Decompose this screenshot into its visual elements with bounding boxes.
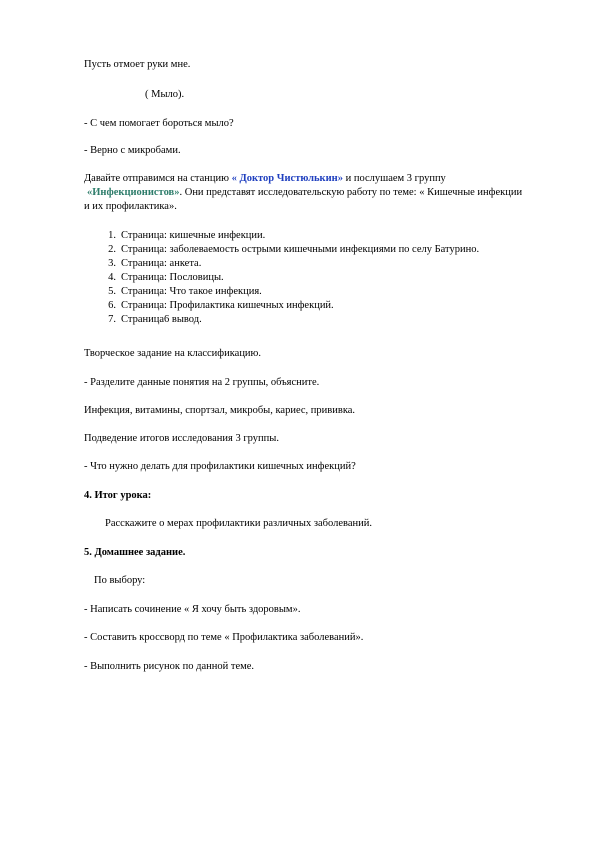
text-line: Пусть отмоет руки мне. (84, 59, 191, 70)
text-line: Расскажите о мерах профилактики различных заболеваний. (105, 518, 372, 529)
list-number: 2. (108, 244, 116, 255)
text-line: - Верно с микробами. (84, 145, 181, 156)
list-text: Страница6 вывод. (121, 314, 202, 325)
text-line: - Написать сочинение « Я хочу быть здоровым». (84, 604, 301, 615)
text-line: - Выполнить рисунок по данной теме. (84, 661, 255, 672)
list-text: Страница: заболеваемость острыми кишечными инфекциями по селу Батурино. (121, 244, 480, 255)
text-line: - Разделите данные понятия на 2 группы, объясните. (84, 377, 320, 388)
paragraph-text: и послушаем 3 группу (342, 173, 446, 184)
list-text: Страница: анкета. (121, 258, 202, 269)
list-number: 1. (108, 230, 116, 241)
list-number: 3. (108, 258, 116, 269)
list-text: Страница: Пословицы. (121, 272, 224, 283)
text-line: - Что нужно делать для профилактики кишечных инфекций? (84, 461, 356, 472)
paragraph-text: . Они представят исследовательскую работу по теме: « Кишечные инфекции и их профилактика». (84, 187, 523, 212)
list-number: 6. (108, 300, 116, 311)
paragraph-text: Давайте отправимся на станцию (84, 173, 232, 184)
section-heading: 4. Итог урока: (84, 490, 152, 501)
group-name: «Инфекционистов» (87, 187, 180, 198)
list-number: 5. (108, 286, 116, 297)
text-line: - С чем помогает бороться мыло? (84, 118, 234, 129)
list-number: 7. (108, 314, 116, 325)
text-line: Подведение итогов исследования 3 группы. (84, 433, 279, 444)
text-line: - Составить кроссворд по теме « Профилактика заболеваний». (84, 632, 364, 643)
text-line: ( Мыло). (145, 89, 185, 100)
text-line: По выбору: (94, 575, 146, 586)
station-name: « Доктор Чистюлькин» (231, 173, 343, 184)
paragraph-station (84, 172, 524, 214)
list-text: Страница: Что такое инфекция. (121, 286, 262, 297)
list-text: Страница: Профилактика кишечных инфекций. (121, 300, 334, 311)
list-text: Страница: кишечные инфекции. (121, 230, 266, 241)
list-number: 4. (108, 272, 116, 283)
text-line: Инфекция, витамины, спортзал, микробы, кариес, прививка. (84, 405, 356, 416)
section-heading: 5. Домашнее задание. (84, 547, 186, 558)
text-line: Творческое задание на классификацию. (84, 348, 262, 359)
